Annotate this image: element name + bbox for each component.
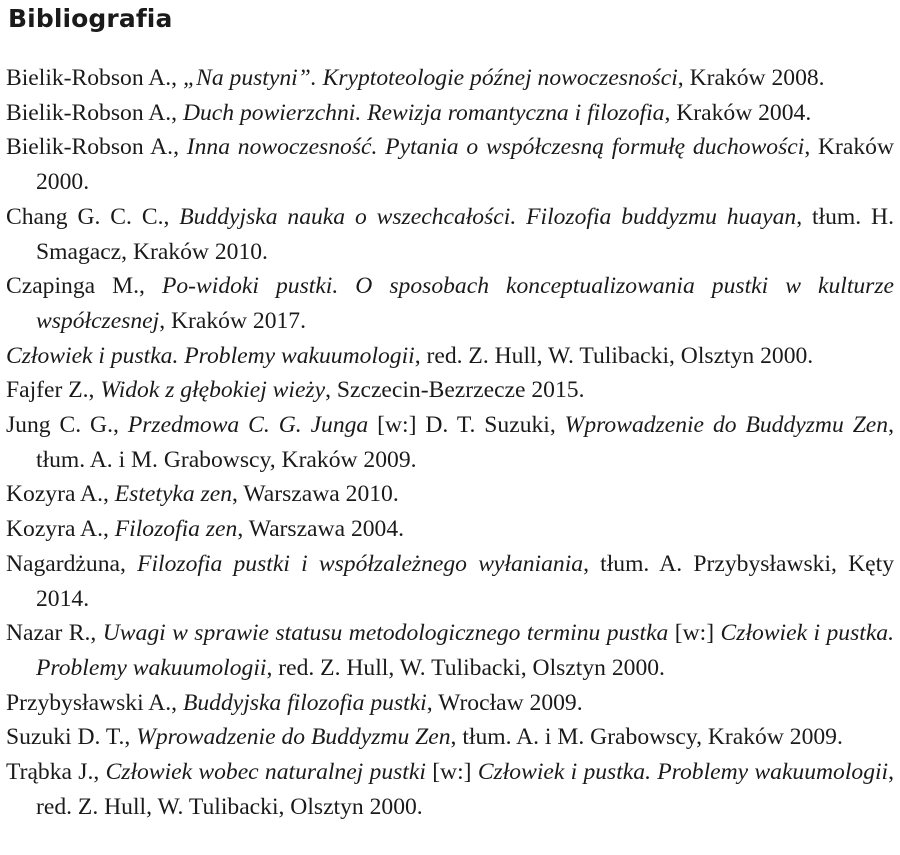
entry-title: Filozofia pustki i współzależnego wyłaniania [137,550,584,577]
entry-author: Bielik-Robson A., [6,99,183,126]
entry-source-details: , red. Z. Hull, W. Tulibacki, Olsztyn 2000. [36,759,895,820]
bibliography-entry [6,686,894,721]
bibliography-entry [6,616,894,685]
entry-title: Duch powierzchni. Rewizja romantyczna i filozofia [182,99,665,126]
entry-title: Przedmowa C. G. Junga [127,412,369,439]
entry-author: Kozyra A., [6,481,115,508]
bibliography-entry [6,339,894,374]
entry-source-details: , tłum. A. i M. Grabowscy, Kraków 2009. [36,412,894,473]
entry-publication: , Kraków 2000. [36,134,895,196]
entry-title: Po-widoki pustki. O sposobach konceptualizowania pustki w kulturze współczesnej [36,273,895,334]
entry-author: Przybysławski A., [6,689,183,716]
entry-source-title: Człowiek i pustka. Problemy wakuumologii [477,759,889,786]
bibliography-entry [6,200,894,269]
bibliography-entry [6,408,894,477]
bibliography-entry [6,269,894,338]
entry-author: Trąbka J., [6,759,106,786]
entry-author: Nazar R., [6,620,103,647]
entry-title: Człowiek wobec naturalnej pustki [105,759,426,786]
bibliography-entry [6,477,894,512]
bibliography-entry [6,755,894,824]
entry-publication: , tłum. A. Przybysławski, Kęty 2014. [36,550,895,612]
entry-publication: , Szczecin-Bezrzecze 2015. [325,377,585,404]
entry-title: Buddyjska nauka o wszechcałości. Filozofia buddyzmu huayan [179,203,797,230]
entry-source-title: Człowiek i pustka. Problemy wakuumologii [36,620,894,681]
entry-publication: , tłum. A. i M. Grabowscy, Kraków 2009. [450,724,843,751]
entry-source-title: Wprowadzenie do Buddyzmu Zen [564,412,889,439]
entry-author: Bielik-Robson A., [6,134,187,161]
entry-source-details: , red. Z. Hull, W. Tulibacki, Olsztyn 2000. [266,654,665,681]
entry-publication: [w:] D. T. Suzuki, [368,412,565,439]
entry-publication: , Kraków 2017. [159,307,306,334]
entry-title: Inna nowoczesność. Pytania o współczesną formułę duchowości [186,134,805,161]
entry-author: Bielik-Robson A., [6,65,183,91]
entry-author: Chang G. C. C., [6,203,180,230]
entry-title: Wprowadzenie do Buddyzmu Zen [136,724,451,751]
bibliography-entry [6,61,894,96]
entry-publication: , tłum. H. Smagacz, Kraków 2010. [36,203,894,265]
entry-title: Uwagi w sprawie statusu metodologicznego terminu pustka [102,620,669,647]
entry-publication: , Warszawa 2004. [237,516,405,543]
bibliography-entry [6,373,894,408]
entry-publication: , Kraków 2004. [664,99,812,126]
entry-publication: [w:] [668,620,721,647]
bibliography-entry [6,130,894,199]
entry-publication: , Warszawa 2010. [232,481,399,508]
bibliography-page [6,0,894,824]
bibliography-entry [6,512,894,547]
entry-title: Widok z głębokiej wieży [100,377,326,404]
entry-publication: , red. Z. Hull, W. Tulibacki, Olsztyn 2000. [414,342,814,369]
page-title: Bibliografia [8,4,173,33]
entry-title: „Na pustyni”. Kryptoteologie późnej nowoczesności [182,65,678,91]
entry-author: Jung C. G., [6,412,128,439]
bibliography-list [6,61,894,824]
entry-title: Buddyjska filozofia pustki [182,689,427,716]
bibliography-entry [6,96,894,131]
entry-publication: [w:] [425,759,478,786]
entry-author: Suzuki D. T., [6,724,137,751]
entry-author: Fajfer Z., [6,377,101,404]
entry-title: Estetyka zen [114,481,233,508]
bibliography-entry [6,547,894,616]
entry-author: Nagardżuna, [6,550,138,577]
entry-publication: , Wrocław 2009. [426,689,583,716]
entry-title: Filozofia zen [114,516,238,543]
entry-author: Kozyra A., [6,516,115,543]
bibliography-entry [6,720,894,755]
entry-publication: , Kraków 2008. [677,65,825,91]
entry-author: Czapinga M., [6,273,162,300]
entry-title: Człowiek i pustka. Problemy wakuumologii [6,342,415,369]
